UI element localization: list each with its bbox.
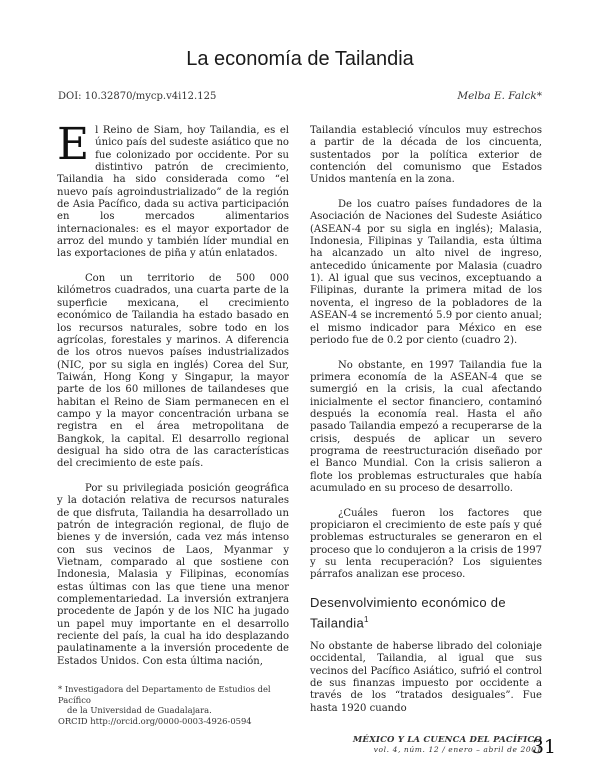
left-column	[57, 119, 289, 668]
footnote-affiliation-cont: de la Universidad de Guadalajara.	[67, 705, 212, 716]
right-column	[310, 125, 542, 715]
footnote	[58, 684, 298, 726]
footnote-orcid: ORCID http://orcid.org/0000-0003-4926-0594	[58, 715, 252, 726]
footnote-affiliation: * Investigadora del Departamento de Estudios del Pacífico	[58, 684, 271, 705]
paragraph: Con un territorio de 500 000 kilómetros cuadrados, una cuarta parte de la superficie mexicana, el crecimiento económico de Tailandia ha estado basado en los recursos naturales, sobre todo en los agrícolas, forestales y marinos. A diferencia de los otros nuevos países industrializados (NIC, por su sigla en inglés) Corea del Sur, Taiwán, Hong Kong y Singapur, la mayor parte de los 60 millones de tailandeses que habitan el Reino de Siam permanecen en el campo y la mayor concentración urbana se registra en el área metropolitana de Bangkok, la capital. El desarrollo regional desigual ha sido otra de las características del crecimiento de este país.	[57, 273, 289, 470]
paragraph: No obstante, en 1997 Tailandia fue la primera economía de la ASEAN-4 que se sumergió en la crisis, la cual afectando inicialmente el sector financiero, contaminó después la economía real. Hasta el año pasado Tailandia empezó a recuperarse de la crisis, después de aplicar un severo programa de reestructuración diseñado por el Banco Mundial. Con la crisis salieron a flote los problemas estructurales que había acumulado en su proceso de desarrollo.	[310, 359, 542, 494]
paragraph: Tailandia estableció vínculos muy estrechos a partir de la década de los cincuenta, sustentados por la política exterior de contención del comunismo que Estados Unidos mantenía en la zona.	[310, 125, 542, 186]
doi: DOI: 10.32870/mycp.v4i12.125	[58, 91, 217, 102]
paragraph: No obstante de haberse librado del coloniaje occidental, Tailandia, al igual que sus vecinos del Pacífico Asiático, sufrió el control de sus finanzas impuesto por occidente a través de los “tratados desiguales”. Fue hasta 1920 cuando	[310, 641, 542, 714]
page-footer	[353, 735, 542, 754]
paragraph: ¿Cuáles fueron los factores que propiciaron el crecimiento de este país y qué problemas estructurales se generaron en el proceso que lo condujeron a la crisis de 1997 y su lenta recuperación? Los siguientes párrafos analizan ese proceso.	[310, 507, 542, 581]
section-heading-text: Desenvolvimiento económico de Tailandia	[310, 594, 506, 631]
article-title: La economía de Tailandia	[186, 48, 414, 70]
section-heading	[310, 594, 542, 631]
journal-name: MÉXICO Y LA CUENCA DEL PACÍFICO	[352, 735, 542, 745]
paragraph: De los cuatro países fundadores de la Asociación de Naciones del Sudeste Asiático (ASEAN-4 por su sigla en inglés); Malasia, Indonesia, Filipinas y Tailandia, esta última ha alcanzado un alto nivel de ingreso, antecedido únicamente por Malasia (cuadro 1). Al igual que sus vecinos, exceptuando a Filipinas, durante la primera mitad de los noventa, el ingreso de la pobladores de la ASEAN-4 se incrementó 5.9 por ciento anual; el mismo indicador para México en ese periodo fue de 0.2 por ciento (cuadro 2).	[310, 199, 542, 346]
paragraph: Por su privilegiada posición geográfica y la dotación relativa de recursos naturales de que disfruta, Tailandia ha desarrollado un patrón de integración regional, de flujo de bienes y de inversión, cada vez más intenso con sus vecinos de Laos, Myanmar y Vietnam, comparado al que sostiene con Indonesia, Malasia y Filipinas, economías estas últimas con las que tiene una menor complementariedad. La inversión extranjera procedente de Japón y de los NIC ha jugado un papel muy importante en el desarrollo reciente del país, la cual ha ido desplazando paulatinamente a la inversión procedente de Estados Unidos. Con esta última nación,	[57, 482, 289, 667]
footnote-ref[interactable]: 1	[364, 614, 369, 624]
author: Melba E. Falck*	[457, 90, 542, 102]
page-number: 31	[531, 736, 556, 758]
paragraph-intro	[57, 119, 289, 261]
journal-issue: vol. 4, núm. 12 / enero – abril de 2001	[373, 745, 542, 754]
drop-cap: E	[57, 119, 90, 170]
intro-text: l Reino de Siam, hoy Tailandia, es el único país del sudeste asiático que no fue colonizado por occidente. Por su distintivo patrón de crecimiento, Tailandia ha sido considerada como “el nuevo país agroindustrializado” de la región de Asia Pacífico, dada su activa participación en los mercados alimentarios internacionales: es el mayor exportador de arroz del mundo y también líder mundial en las exportaciones de piña y atún enlatados.	[57, 125, 289, 260]
